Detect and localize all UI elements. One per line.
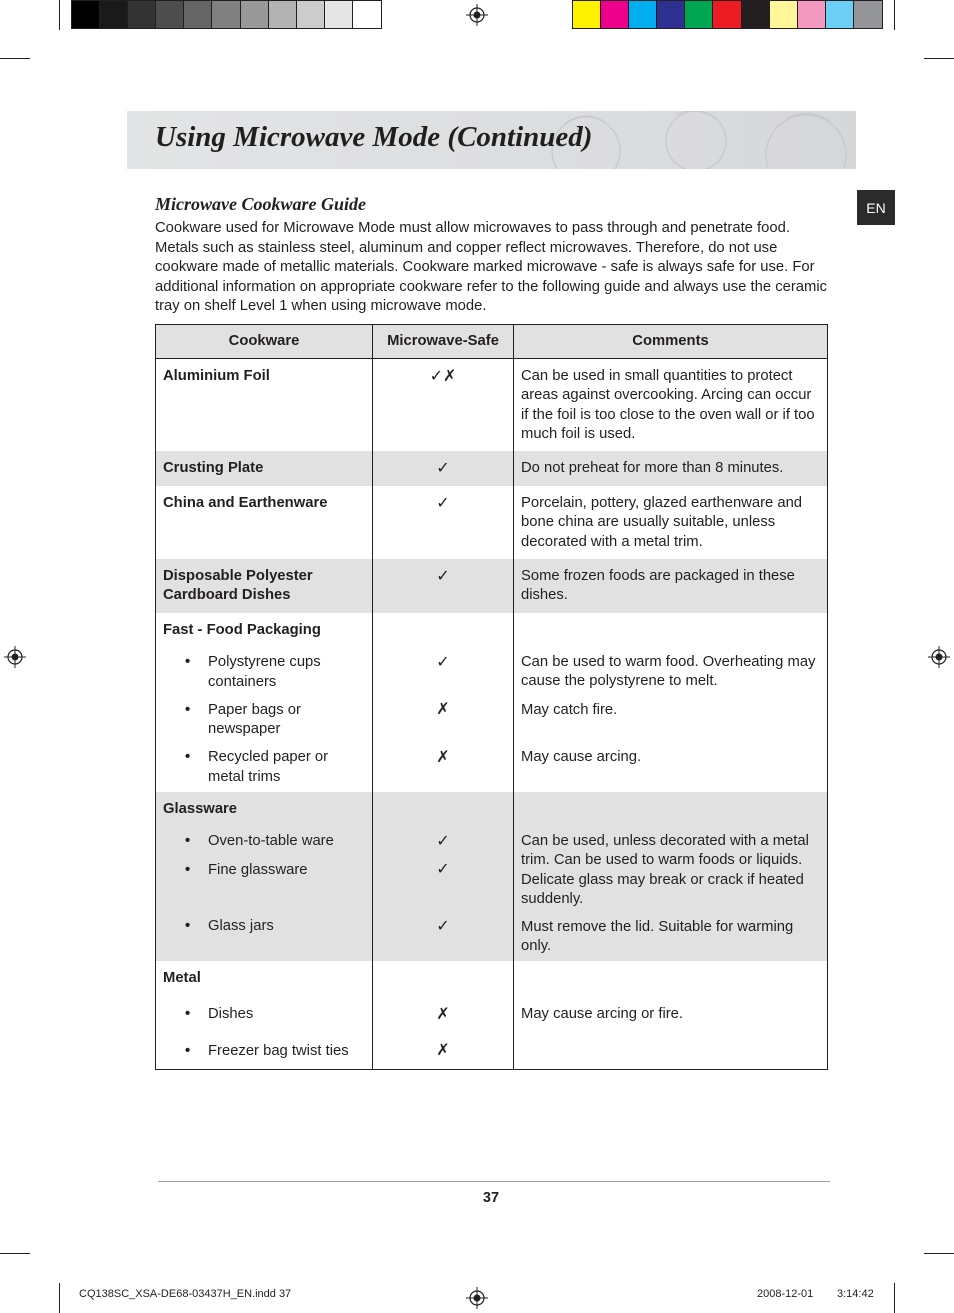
comment-text: Some frozen foods are packaged in these dishes. — [521, 568, 795, 604]
color-swatch — [685, 1, 713, 28]
color-swatch — [713, 1, 741, 28]
list-item: • Glass jars — [163, 917, 365, 936]
comment-text: Can be used in small quantities to protect areas against overcooking. Arcing can occur if the foil is too close to the oven wall or if too much foil is used. — [521, 368, 815, 442]
list-item: • Freezer bag twist ties — [163, 1042, 365, 1061]
bullet-icon: • — [185, 917, 191, 934]
list-item: • Polystyrene cups containers — [163, 653, 365, 692]
table-header-row — [156, 325, 828, 359]
safety-mark: ✓ — [436, 495, 450, 512]
column-header-comments: Comments — [514, 325, 828, 359]
section-heading: Microwave Cookware Guide — [155, 194, 366, 214]
registration-mark-icon — [466, 4, 488, 26]
grayscale-color-bar — [71, 0, 382, 29]
list-item: • Fine glassware — [163, 861, 365, 880]
bullet-icon: • — [185, 701, 191, 718]
gray-swatch — [325, 1, 353, 28]
safety-mark: ✗ — [436, 748, 450, 766]
list-item: • Dishes — [163, 1005, 365, 1024]
gray-swatch — [353, 1, 381, 28]
comment-text: Can be used, unless decorated with a metal trim. Can be used to warm foods or liquids. Delicate glass may break or crack if heated suddenly. — [521, 833, 809, 907]
cookware-name: Fast - Food Packaging — [163, 622, 321, 638]
registration-mark-icon — [4, 646, 26, 668]
intro-paragraph: Cookware used for Microwave Mode must allow microwaves to pass through and penetrate food. Metals such as stainless steel, aluminum and copper reflect microwaves. Therefore, do not use cookware made of metallic materials. Cookware marked microwave - safe is always safe for use. For additional information on appropriate cookware refer to the following guide and always use the ceramic tray on shelf Level 1 when using microwave mode. — [155, 220, 828, 314]
color-swatch — [770, 1, 798, 28]
table-row — [156, 359, 828, 452]
gray-swatch — [269, 1, 297, 28]
table-row — [156, 961, 828, 1070]
page-title: Using Microwave Mode (Continued) — [155, 121, 593, 153]
crop-mark — [924, 1253, 954, 1254]
column-header-cookware: Cookware — [156, 325, 373, 359]
cookware-name: Crusting Plate — [163, 460, 264, 476]
crop-mark — [924, 58, 954, 59]
safety-mark: ✗ — [436, 1042, 450, 1060]
bullet-icon: • — [185, 654, 191, 671]
list-item: • Paper bags or newspaper — [163, 701, 365, 740]
crop-mark — [0, 58, 30, 59]
cookware-name: Metal — [163, 970, 201, 986]
crop-mark — [59, 1283, 60, 1313]
list-item: • Oven-to-table ware — [163, 832, 365, 851]
color-swatch — [826, 1, 854, 28]
table-row — [156, 792, 828, 961]
cookware-name: Aluminium Foil — [163, 368, 270, 384]
color-swatch — [657, 1, 685, 28]
comment-text: Do not preheat for more than 8 minutes. — [521, 460, 784, 476]
color-swatch — [601, 1, 629, 28]
table-row — [156, 559, 828, 613]
table-row — [156, 451, 828, 486]
registration-mark-icon — [466, 1287, 488, 1309]
crop-mark — [59, 0, 60, 30]
color-swatch — [742, 1, 770, 28]
gray-swatch — [297, 1, 325, 28]
color-swatch — [573, 1, 601, 28]
gray-swatch — [241, 1, 269, 28]
bullet-icon: • — [185, 833, 191, 850]
color-swatch — [854, 1, 882, 28]
bullet-icon: • — [185, 1042, 191, 1059]
safety-mark: ✓ — [436, 861, 450, 879]
bullet-icon: • — [185, 861, 191, 878]
safety-mark: ✓ — [436, 654, 450, 671]
gray-swatch — [156, 1, 184, 28]
bullet-icon: • — [185, 1006, 191, 1023]
title-band — [127, 111, 856, 169]
safety-mark: ✓ — [436, 917, 450, 935]
cookware-name: Disposable Polyester Cardboard Dishes — [163, 568, 313, 604]
cookware-name: Glassware — [163, 801, 238, 817]
cookware-table — [155, 324, 828, 1070]
crop-mark — [0, 1253, 30, 1254]
safety-mark: ✗ — [436, 701, 450, 719]
table-row — [156, 613, 828, 792]
column-header-microwave-safe: Microwave-Safe — [373, 325, 514, 359]
bullet-icon: • — [185, 749, 191, 766]
file-name: CQ138SC_XSA-DE68-03437H_EN.indd 37 — [79, 1288, 292, 1300]
crop-mark — [894, 1283, 895, 1313]
print-time: 3:14:42 — [837, 1288, 874, 1300]
list-item: • Recycled paper or metal trims — [163, 748, 365, 787]
gray-swatch — [212, 1, 240, 28]
process-color-bar — [572, 0, 883, 29]
color-swatch — [629, 1, 657, 28]
safety-mark: ✓ — [436, 568, 450, 585]
color-swatch — [798, 1, 826, 28]
registration-mark-icon — [928, 646, 950, 668]
safety-mark: ✗ — [436, 1006, 450, 1023]
cookware-name: China and Earthenware — [163, 495, 328, 511]
language-tab: EN — [857, 190, 895, 225]
comment-text: May cause arcing or fire. — [521, 1006, 684, 1022]
comment-text: Can be used to warm food. Overheating may cause the polystyrene to melt. — [521, 654, 816, 690]
comment-text: May cause arcing. — [521, 748, 642, 765]
comment-text: Must remove the lid. Suitable for warming only. — [521, 919, 794, 955]
gray-swatch — [100, 1, 128, 28]
print-date: 2008-12-01 — [757, 1288, 814, 1300]
comment-text: Porcelain, pottery, glazed earthenware and bone china are usually suitable, unless decorated with a metal trim. — [521, 495, 803, 550]
gray-swatch — [128, 1, 156, 28]
safety-mark: ✓✗ — [429, 368, 457, 385]
crop-mark — [894, 0, 895, 30]
table-row — [156, 486, 828, 559]
footer-divider — [158, 1181, 830, 1182]
page-number: 37 — [482, 1190, 500, 1206]
comment-text: May catch fire. — [521, 701, 618, 718]
safety-mark: ✓ — [436, 833, 450, 850]
gray-swatch — [184, 1, 212, 28]
gray-swatch — [72, 1, 100, 28]
safety-mark: ✓ — [436, 460, 450, 477]
